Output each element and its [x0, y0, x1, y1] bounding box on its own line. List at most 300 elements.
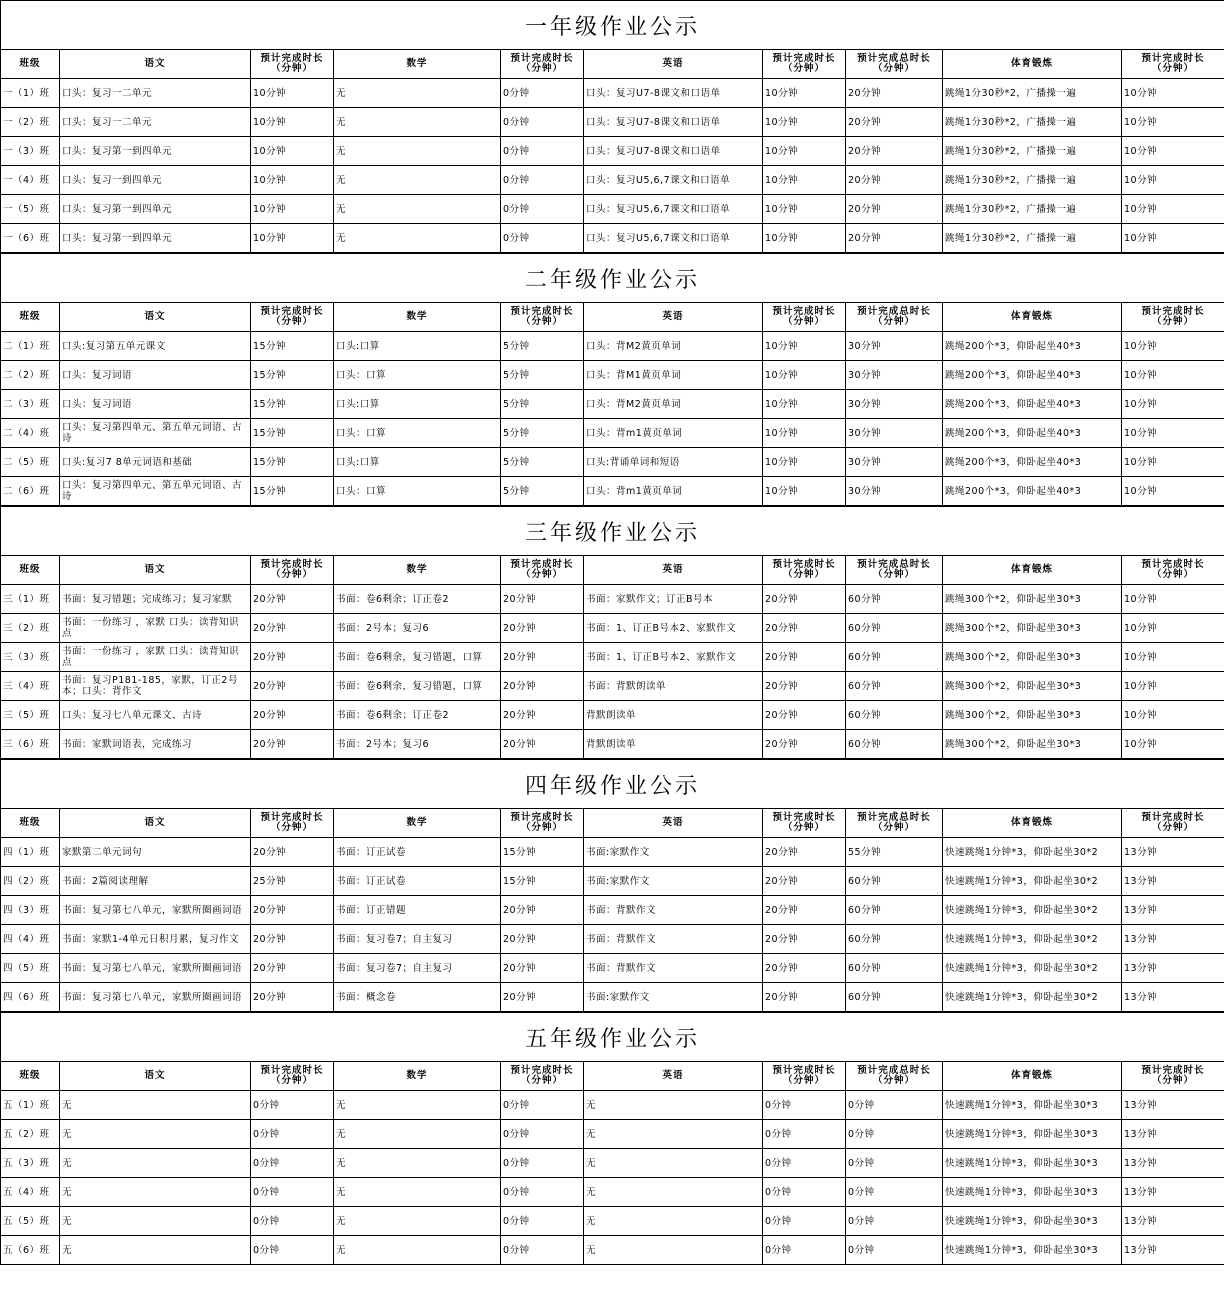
cell-english-time: 20分钟 — [763, 983, 846, 1012]
grade-table — [0, 1012, 1224, 1265]
cell-class: 一（3）班 — [1, 137, 60, 166]
cell-chinese: 书面：复习P181-185，家默，订正2号本；口头：背作文 — [60, 672, 251, 701]
cell-math-time: 20分钟 — [501, 585, 584, 614]
cell-pe: 快速跳绳1分钟*3，仰卧起坐30*2 — [943, 896, 1122, 925]
cell-total: 0分钟 — [846, 1091, 943, 1120]
cell-english: 口头:背诵单词和短语 — [584, 448, 763, 477]
cell-class: 二（5）班 — [1, 448, 60, 477]
cell-total: 20分钟 — [846, 166, 943, 195]
table-row — [1, 983, 1224, 1012]
cell-class: 二（2）班 — [1, 361, 60, 390]
cell-pe-time: 10分钟 — [1122, 224, 1224, 253]
cell-total: 30分钟 — [846, 477, 943, 506]
cell-pe: 快速跳绳1分钟*3，仰卧起坐30*3 — [943, 1236, 1122, 1265]
cell-english-time: 10分钟 — [763, 224, 846, 253]
cell-pe-time: 10分钟 — [1122, 585, 1224, 614]
cell-pe-time: 10分钟 — [1122, 361, 1224, 390]
cell-pe-time: 10分钟 — [1122, 419, 1224, 448]
cell-chinese-time: 10分钟 — [251, 166, 334, 195]
cell-chinese: 书面：复习错题；完成练习；复习家默 — [60, 585, 251, 614]
cell-english: 无 — [584, 1207, 763, 1236]
cell-pe: 跳绳200个*3，仰卧起坐40*3 — [943, 390, 1122, 419]
cell-pe-time: 13分钟 — [1122, 867, 1224, 896]
cell-chinese: 无 — [60, 1178, 251, 1207]
cell-pe: 跳绳300个*2，仰卧起坐30*3 — [943, 701, 1122, 730]
header-chinese-time: 预计完成时长 （分钟） — [251, 809, 334, 838]
cell-pe: 跳绳1分30秒*2，广播操一遍 — [943, 108, 1122, 137]
cell-chinese: 口头：复习词语 — [60, 390, 251, 419]
cell-math-time: 20分钟 — [501, 643, 584, 672]
cell-class: 三（5）班 — [1, 701, 60, 730]
cell-pe-time: 13分钟 — [1122, 1149, 1224, 1178]
header-math-time: 预计完成时长 （分钟） — [501, 809, 584, 838]
cell-pe-time: 13分钟 — [1122, 1178, 1224, 1207]
cell-chinese-time: 20分钟 — [251, 838, 334, 867]
cell-math-time: 5分钟 — [501, 332, 584, 361]
cell-total: 20分钟 — [846, 195, 943, 224]
header-chinese-time: 预计完成时长 （分钟） — [251, 556, 334, 585]
cell-math: 书面：复习卷7；自主复习 — [334, 925, 501, 954]
cell-english-time: 0分钟 — [763, 1207, 846, 1236]
cell-english: 无 — [584, 1120, 763, 1149]
cell-english: 无 — [584, 1178, 763, 1207]
table-row — [1, 332, 1224, 361]
cell-math: 书面：卷6剩余；订正卷2 — [334, 701, 501, 730]
cell-math-time: 0分钟 — [501, 1207, 584, 1236]
header-pe: 体育锻炼 — [943, 1062, 1122, 1091]
cell-pe-time: 10分钟 — [1122, 701, 1224, 730]
cell-pe-time: 10分钟 — [1122, 477, 1224, 506]
cell-class: 五（1）班 — [1, 1091, 60, 1120]
cell-pe-time: 10分钟 — [1122, 332, 1224, 361]
cell-pe: 快速跳绳1分钟*3，仰卧起坐30*2 — [943, 983, 1122, 1012]
cell-total: 0分钟 — [846, 1120, 943, 1149]
cell-total: 60分钟 — [846, 983, 943, 1012]
cell-chinese-time: 20分钟 — [251, 672, 334, 701]
cell-english: 口头：背M2黄页单词 — [584, 332, 763, 361]
cell-math-time: 5分钟 — [501, 419, 584, 448]
cell-total: 30分钟 — [846, 361, 943, 390]
cell-english: 书面：1、订正B号本2、家默作文 — [584, 614, 763, 643]
cell-pe: 跳绳1分30秒*2，广播操一遍 — [943, 224, 1122, 253]
cell-math: 书面：卷6剩余，复习错题，口算 — [334, 643, 501, 672]
header-class: 班级 — [1, 50, 60, 79]
cell-class: 三（4）班 — [1, 672, 60, 701]
table-row — [1, 224, 1224, 253]
grade-title: 三年级作业公示 — [1, 507, 1224, 556]
cell-pe: 跳绳300个*2，仰卧起坐30*3 — [943, 643, 1122, 672]
cell-english-time: 10分钟 — [763, 390, 846, 419]
header-chinese: 语文 — [60, 556, 251, 585]
cell-math-time: 5分钟 — [501, 390, 584, 419]
cell-chinese: 口头：复习第四单元、第五单元词语、古诗 — [60, 419, 251, 448]
grade-title: 五年级作业公示 — [1, 1013, 1224, 1062]
cell-math: 无 — [334, 79, 501, 108]
cell-chinese-time: 15分钟 — [251, 390, 334, 419]
cell-chinese: 书面：家默词语表，完成练习 — [60, 730, 251, 759]
cell-english-time: 20分钟 — [763, 614, 846, 643]
cell-pe-time: 13分钟 — [1122, 1236, 1224, 1265]
cell-total: 60分钟 — [846, 672, 943, 701]
cell-class: 五（2）班 — [1, 1120, 60, 1149]
cell-english-time: 10分钟 — [763, 195, 846, 224]
header-math-time: 预计完成时长 （分钟） — [501, 556, 584, 585]
cell-english-time: 20分钟 — [763, 730, 846, 759]
cell-chinese-time: 20分钟 — [251, 585, 334, 614]
header-english: 英语 — [584, 303, 763, 332]
cell-class: 五（3）班 — [1, 1149, 60, 1178]
cell-math-time: 20分钟 — [501, 730, 584, 759]
table-row — [1, 166, 1224, 195]
cell-chinese: 口头:复习第五单元课文 — [60, 332, 251, 361]
cell-english-time: 0分钟 — [763, 1178, 846, 1207]
cell-chinese-time: 10分钟 — [251, 195, 334, 224]
header-math-time: 预计完成时长 （分钟） — [501, 303, 584, 332]
cell-pe-time: 10分钟 — [1122, 614, 1224, 643]
header-class: 班级 — [1, 809, 60, 838]
cell-pe-time: 13分钟 — [1122, 925, 1224, 954]
header-english: 英语 — [584, 556, 763, 585]
cell-math-time: 0分钟 — [501, 224, 584, 253]
cell-total: 60分钟 — [846, 701, 943, 730]
cell-english: 书面：家默作文；订正B号本 — [584, 585, 763, 614]
cell-total: 60分钟 — [846, 614, 943, 643]
header-total-time: 预计完成总时长 （分钟） — [846, 303, 943, 332]
cell-pe: 跳绳1分30秒*2，广播操一遍 — [943, 195, 1122, 224]
header-total-time: 预计完成总时长 （分钟） — [846, 1062, 943, 1091]
header-english: 英语 — [584, 1062, 763, 1091]
table-row — [1, 672, 1224, 701]
cell-pe-time: 13分钟 — [1122, 1120, 1224, 1149]
cell-math-time: 0分钟 — [501, 1178, 584, 1207]
cell-total: 20分钟 — [846, 79, 943, 108]
cell-chinese: 书面：2篇阅读理解 — [60, 867, 251, 896]
cell-math-time: 0分钟 — [501, 1149, 584, 1178]
cell-math: 书面：卷6剩余，复习错题，口算 — [334, 672, 501, 701]
cell-chinese-time: 20分钟 — [251, 983, 334, 1012]
cell-total: 0分钟 — [846, 1207, 943, 1236]
cell-chinese: 口头：复习一二单元 — [60, 108, 251, 137]
grade-table — [0, 506, 1224, 759]
header-chinese: 语文 — [60, 50, 251, 79]
cell-chinese-time: 0分钟 — [251, 1149, 334, 1178]
header-class: 班级 — [1, 556, 60, 585]
cell-math-time: 15分钟 — [501, 867, 584, 896]
cell-class: 四（5）班 — [1, 954, 60, 983]
cell-class: 四（1）班 — [1, 838, 60, 867]
cell-chinese-time: 10分钟 — [251, 224, 334, 253]
cell-chinese: 口头：复习一到四单元 — [60, 166, 251, 195]
cell-english-time: 20分钟 — [763, 954, 846, 983]
cell-math: 无 — [334, 1236, 501, 1265]
cell-class: 三（6）班 — [1, 730, 60, 759]
header-english-time: 预计完成时长 （分钟） — [763, 809, 846, 838]
cell-total: 30分钟 — [846, 419, 943, 448]
cell-total: 20分钟 — [846, 137, 943, 166]
cell-english-time: 10分钟 — [763, 448, 846, 477]
header-math-time: 预计完成时长 （分钟） — [501, 50, 584, 79]
header-chinese: 语文 — [60, 809, 251, 838]
header-class: 班级 — [1, 303, 60, 332]
cell-chinese-time: 20分钟 — [251, 954, 334, 983]
cell-math: 无 — [334, 1207, 501, 1236]
cell-english: 口头：背m1黄页单词 — [584, 477, 763, 506]
cell-total: 60分钟 — [846, 643, 943, 672]
cell-pe-time: 10分钟 — [1122, 448, 1224, 477]
grade-title: 四年级作业公示 — [1, 760, 1224, 809]
cell-chinese-time: 15分钟 — [251, 419, 334, 448]
cell-chinese: 口头:复习7 8单元词语和基础 — [60, 448, 251, 477]
cell-english-time: 20分钟 — [763, 672, 846, 701]
cell-chinese-time: 0分钟 — [251, 1091, 334, 1120]
cell-english-time: 10分钟 — [763, 79, 846, 108]
cell-math-time: 0分钟 — [501, 195, 584, 224]
header-pe: 体育锻炼 — [943, 303, 1122, 332]
cell-total: 60分钟 — [846, 925, 943, 954]
cell-math-time: 0分钟 — [501, 1120, 584, 1149]
cell-math-time: 0分钟 — [501, 137, 584, 166]
cell-pe: 快速跳绳1分钟*3，仰卧起坐30*3 — [943, 1178, 1122, 1207]
header-pe-time: 预计完成时长 （分钟） — [1122, 556, 1224, 585]
table-row — [1, 477, 1224, 506]
cell-total: 60分钟 — [846, 585, 943, 614]
cell-english: 口头：复习U7-8课文和口语单 — [584, 137, 763, 166]
cell-english: 口头：背m1黄页单词 — [584, 419, 763, 448]
table-row — [1, 614, 1224, 643]
cell-total: 0分钟 — [846, 1178, 943, 1207]
cell-class: 三（3）班 — [1, 643, 60, 672]
cell-math: 无 — [334, 166, 501, 195]
cell-chinese: 口头：复习七八单元课文、古诗 — [60, 701, 251, 730]
cell-pe: 快速跳绳1分钟*3，仰卧起坐30*2 — [943, 954, 1122, 983]
cell-pe-time: 10分钟 — [1122, 672, 1224, 701]
cell-chinese-time: 15分钟 — [251, 448, 334, 477]
cell-chinese-time: 15分钟 — [251, 361, 334, 390]
cell-english-time: 20分钟 — [763, 585, 846, 614]
table-row — [1, 1236, 1224, 1265]
cell-total: 55分钟 — [846, 838, 943, 867]
header-pe: 体育锻炼 — [943, 50, 1122, 79]
cell-math: 无 — [334, 1091, 501, 1120]
cell-english-time: 0分钟 — [763, 1149, 846, 1178]
cell-class: 四（4）班 — [1, 925, 60, 954]
cell-class: 五（4）班 — [1, 1178, 60, 1207]
cell-pe-time: 10分钟 — [1122, 730, 1224, 759]
cell-pe: 跳绳300个*2，仰卧起坐30*3 — [943, 672, 1122, 701]
cell-pe: 快速跳绳1分钟*3，仰卧起坐30*3 — [943, 1207, 1122, 1236]
cell-math: 书面：订正试卷 — [334, 867, 501, 896]
header-math: 数学 — [334, 50, 501, 79]
cell-english: 无 — [584, 1236, 763, 1265]
header-class: 班级 — [1, 1062, 60, 1091]
header-total-time: 预计完成总时长 （分钟） — [846, 50, 943, 79]
cell-pe-time: 10分钟 — [1122, 79, 1224, 108]
cell-english: 书面：背默朗读单 — [584, 672, 763, 701]
cell-math: 无 — [334, 137, 501, 166]
cell-pe: 快速跳绳1分钟*3，仰卧起坐30*3 — [943, 1091, 1122, 1120]
header-total-time: 预计完成总时长 （分钟） — [846, 809, 943, 838]
cell-math-time: 15分钟 — [501, 838, 584, 867]
cell-chinese-time: 10分钟 — [251, 108, 334, 137]
header-pe-time: 预计完成时长 （分钟） — [1122, 809, 1224, 838]
cell-chinese-time: 20分钟 — [251, 701, 334, 730]
cell-class: 一（2）班 — [1, 108, 60, 137]
cell-math-time: 0分钟 — [501, 108, 584, 137]
cell-pe: 跳绳300个*2，仰卧起坐30*3 — [943, 585, 1122, 614]
cell-math: 无 — [334, 1120, 501, 1149]
cell-english: 口头：背M2黄页单词 — [584, 390, 763, 419]
cell-pe-time: 13分钟 — [1122, 954, 1224, 983]
cell-math-time: 5分钟 — [501, 448, 584, 477]
cell-math: 书面：概念卷 — [334, 983, 501, 1012]
table-row — [1, 1091, 1224, 1120]
grade-table — [0, 253, 1224, 506]
table-row — [1, 643, 1224, 672]
header-chinese-time: 预计完成时长 （分钟） — [251, 50, 334, 79]
header-math-time: 预计完成时长 （分钟） — [501, 1062, 584, 1091]
cell-pe-time: 10分钟 — [1122, 108, 1224, 137]
table-row — [1, 954, 1224, 983]
cell-math: 口头:口算 — [334, 448, 501, 477]
cell-english: 口头：复习U7-8课文和口语单 — [584, 79, 763, 108]
cell-math: 书面：订正错题 — [334, 896, 501, 925]
table-row — [1, 1149, 1224, 1178]
cell-chinese: 无 — [60, 1236, 251, 1265]
cell-math: 无 — [334, 1178, 501, 1207]
header-pe-time: 预计完成时长 （分钟） — [1122, 303, 1224, 332]
cell-english: 背默朗读单 — [584, 730, 763, 759]
cell-math-time: 5分钟 — [501, 361, 584, 390]
cell-total: 20分钟 — [846, 224, 943, 253]
cell-english-time: 0分钟 — [763, 1236, 846, 1265]
cell-chinese-time: 0分钟 — [251, 1207, 334, 1236]
cell-math: 书面：卷6剩余；订正卷2 — [334, 585, 501, 614]
table-row — [1, 730, 1224, 759]
cell-chinese: 无 — [60, 1149, 251, 1178]
cell-math-time: 20分钟 — [501, 672, 584, 701]
cell-english-time: 10分钟 — [763, 332, 846, 361]
cell-math-time: 0分钟 — [501, 1091, 584, 1120]
cell-english-time: 0分钟 — [763, 1091, 846, 1120]
table-row — [1, 585, 1224, 614]
cell-pe-time: 10分钟 — [1122, 166, 1224, 195]
cell-class: 二（3）班 — [1, 390, 60, 419]
table-row — [1, 1120, 1224, 1149]
cell-class: 二（1）班 — [1, 332, 60, 361]
header-pe-time: 预计完成时长 （分钟） — [1122, 50, 1224, 79]
cell-chinese: 家默第二单元词句 — [60, 838, 251, 867]
cell-english: 口头：复习U7-8课文和口语单 — [584, 108, 763, 137]
cell-english: 书面:家默作文 — [584, 867, 763, 896]
cell-pe: 快速跳绳1分钟*3，仰卧起坐30*2 — [943, 867, 1122, 896]
cell-chinese-time: 20分钟 — [251, 925, 334, 954]
cell-math: 口头:口算 — [334, 390, 501, 419]
cell-total: 60分钟 — [846, 730, 943, 759]
table-row — [1, 195, 1224, 224]
cell-total: 0分钟 — [846, 1149, 943, 1178]
cell-math: 口头：口算 — [334, 419, 501, 448]
cell-english: 口头：复习U5,6,7课文和口语单 — [584, 166, 763, 195]
cell-math: 书面：复习卷7；自主复习 — [334, 954, 501, 983]
header-english-time: 预计完成时长 （分钟） — [763, 50, 846, 79]
cell-pe-time: 10分钟 — [1122, 137, 1224, 166]
cell-chinese-time: 20分钟 — [251, 896, 334, 925]
cell-math-time: 0分钟 — [501, 1236, 584, 1265]
cell-pe: 跳绳1分30秒*2，广播操一遍 — [943, 79, 1122, 108]
cell-pe-time: 13分钟 — [1122, 983, 1224, 1012]
cell-chinese-time: 10分钟 — [251, 79, 334, 108]
table-row — [1, 838, 1224, 867]
cell-total: 60分钟 — [846, 867, 943, 896]
cell-total: 30分钟 — [846, 332, 943, 361]
cell-math: 无 — [334, 224, 501, 253]
table-row — [1, 448, 1224, 477]
cell-math-time: 20分钟 — [501, 701, 584, 730]
cell-math-time: 0分钟 — [501, 79, 584, 108]
cell-chinese: 口头：复习一二单元 — [60, 79, 251, 108]
header-math: 数学 — [334, 303, 501, 332]
cell-chinese: 口头：复习词语 — [60, 361, 251, 390]
header-pe: 体育锻炼 — [943, 809, 1122, 838]
cell-class: 四（2）班 — [1, 867, 60, 896]
cell-chinese: 无 — [60, 1091, 251, 1120]
table-row — [1, 108, 1224, 137]
cell-english: 口头：复习U5,6,7课文和口语单 — [584, 195, 763, 224]
cell-class: 三（2）班 — [1, 614, 60, 643]
header-total-time: 预计完成总时长 （分钟） — [846, 556, 943, 585]
cell-math: 无 — [334, 1149, 501, 1178]
cell-english-time: 20分钟 — [763, 701, 846, 730]
cell-class: 四（6）班 — [1, 983, 60, 1012]
table-row — [1, 896, 1224, 925]
cell-chinese: 书面：复习第七八单元，家默所圈画词语 — [60, 954, 251, 983]
cell-pe-time: 10分钟 — [1122, 390, 1224, 419]
cell-english-time: 20分钟 — [763, 643, 846, 672]
cell-pe: 跳绳300个*2，仰卧起坐30*3 — [943, 730, 1122, 759]
header-chinese: 语文 — [60, 303, 251, 332]
cell-class: 二（6）班 — [1, 477, 60, 506]
cell-chinese: 口头：复习第四单元、第五单元词语、古诗 — [60, 477, 251, 506]
cell-pe: 跳绳200个*3，仰卧起坐40*3 — [943, 361, 1122, 390]
cell-class: 一（4）班 — [1, 166, 60, 195]
cell-math-time: 20分钟 — [501, 896, 584, 925]
cell-english-time: 0分钟 — [763, 1120, 846, 1149]
table-row — [1, 701, 1224, 730]
cell-math: 口头：口算 — [334, 361, 501, 390]
cell-math-time: 0分钟 — [501, 166, 584, 195]
cell-english: 无 — [584, 1149, 763, 1178]
cell-english-time: 10分钟 — [763, 361, 846, 390]
table-row — [1, 1178, 1224, 1207]
table-row — [1, 137, 1224, 166]
cell-chinese-time: 25分钟 — [251, 867, 334, 896]
cell-pe-time: 10分钟 — [1122, 643, 1224, 672]
cell-chinese-time: 10分钟 — [251, 137, 334, 166]
grade-title: 一年级作业公示 — [1, 1, 1224, 50]
cell-chinese: 无 — [60, 1207, 251, 1236]
header-chinese-time: 预计完成时长 （分钟） — [251, 1062, 334, 1091]
cell-english: 口头：背M1黄页单词 — [584, 361, 763, 390]
header-pe-time: 预计完成时长 （分钟） — [1122, 1062, 1224, 1091]
grade-title: 二年级作业公示 — [1, 254, 1224, 303]
cell-english: 书面：背默作文 — [584, 925, 763, 954]
cell-english-time: 20分钟 — [763, 925, 846, 954]
cell-total: 0分钟 — [846, 1236, 943, 1265]
header-pe: 体育锻炼 — [943, 556, 1122, 585]
table-row — [1, 79, 1224, 108]
cell-math: 无 — [334, 195, 501, 224]
cell-pe: 快速跳绳1分钟*3，仰卧起坐30*2 — [943, 838, 1122, 867]
